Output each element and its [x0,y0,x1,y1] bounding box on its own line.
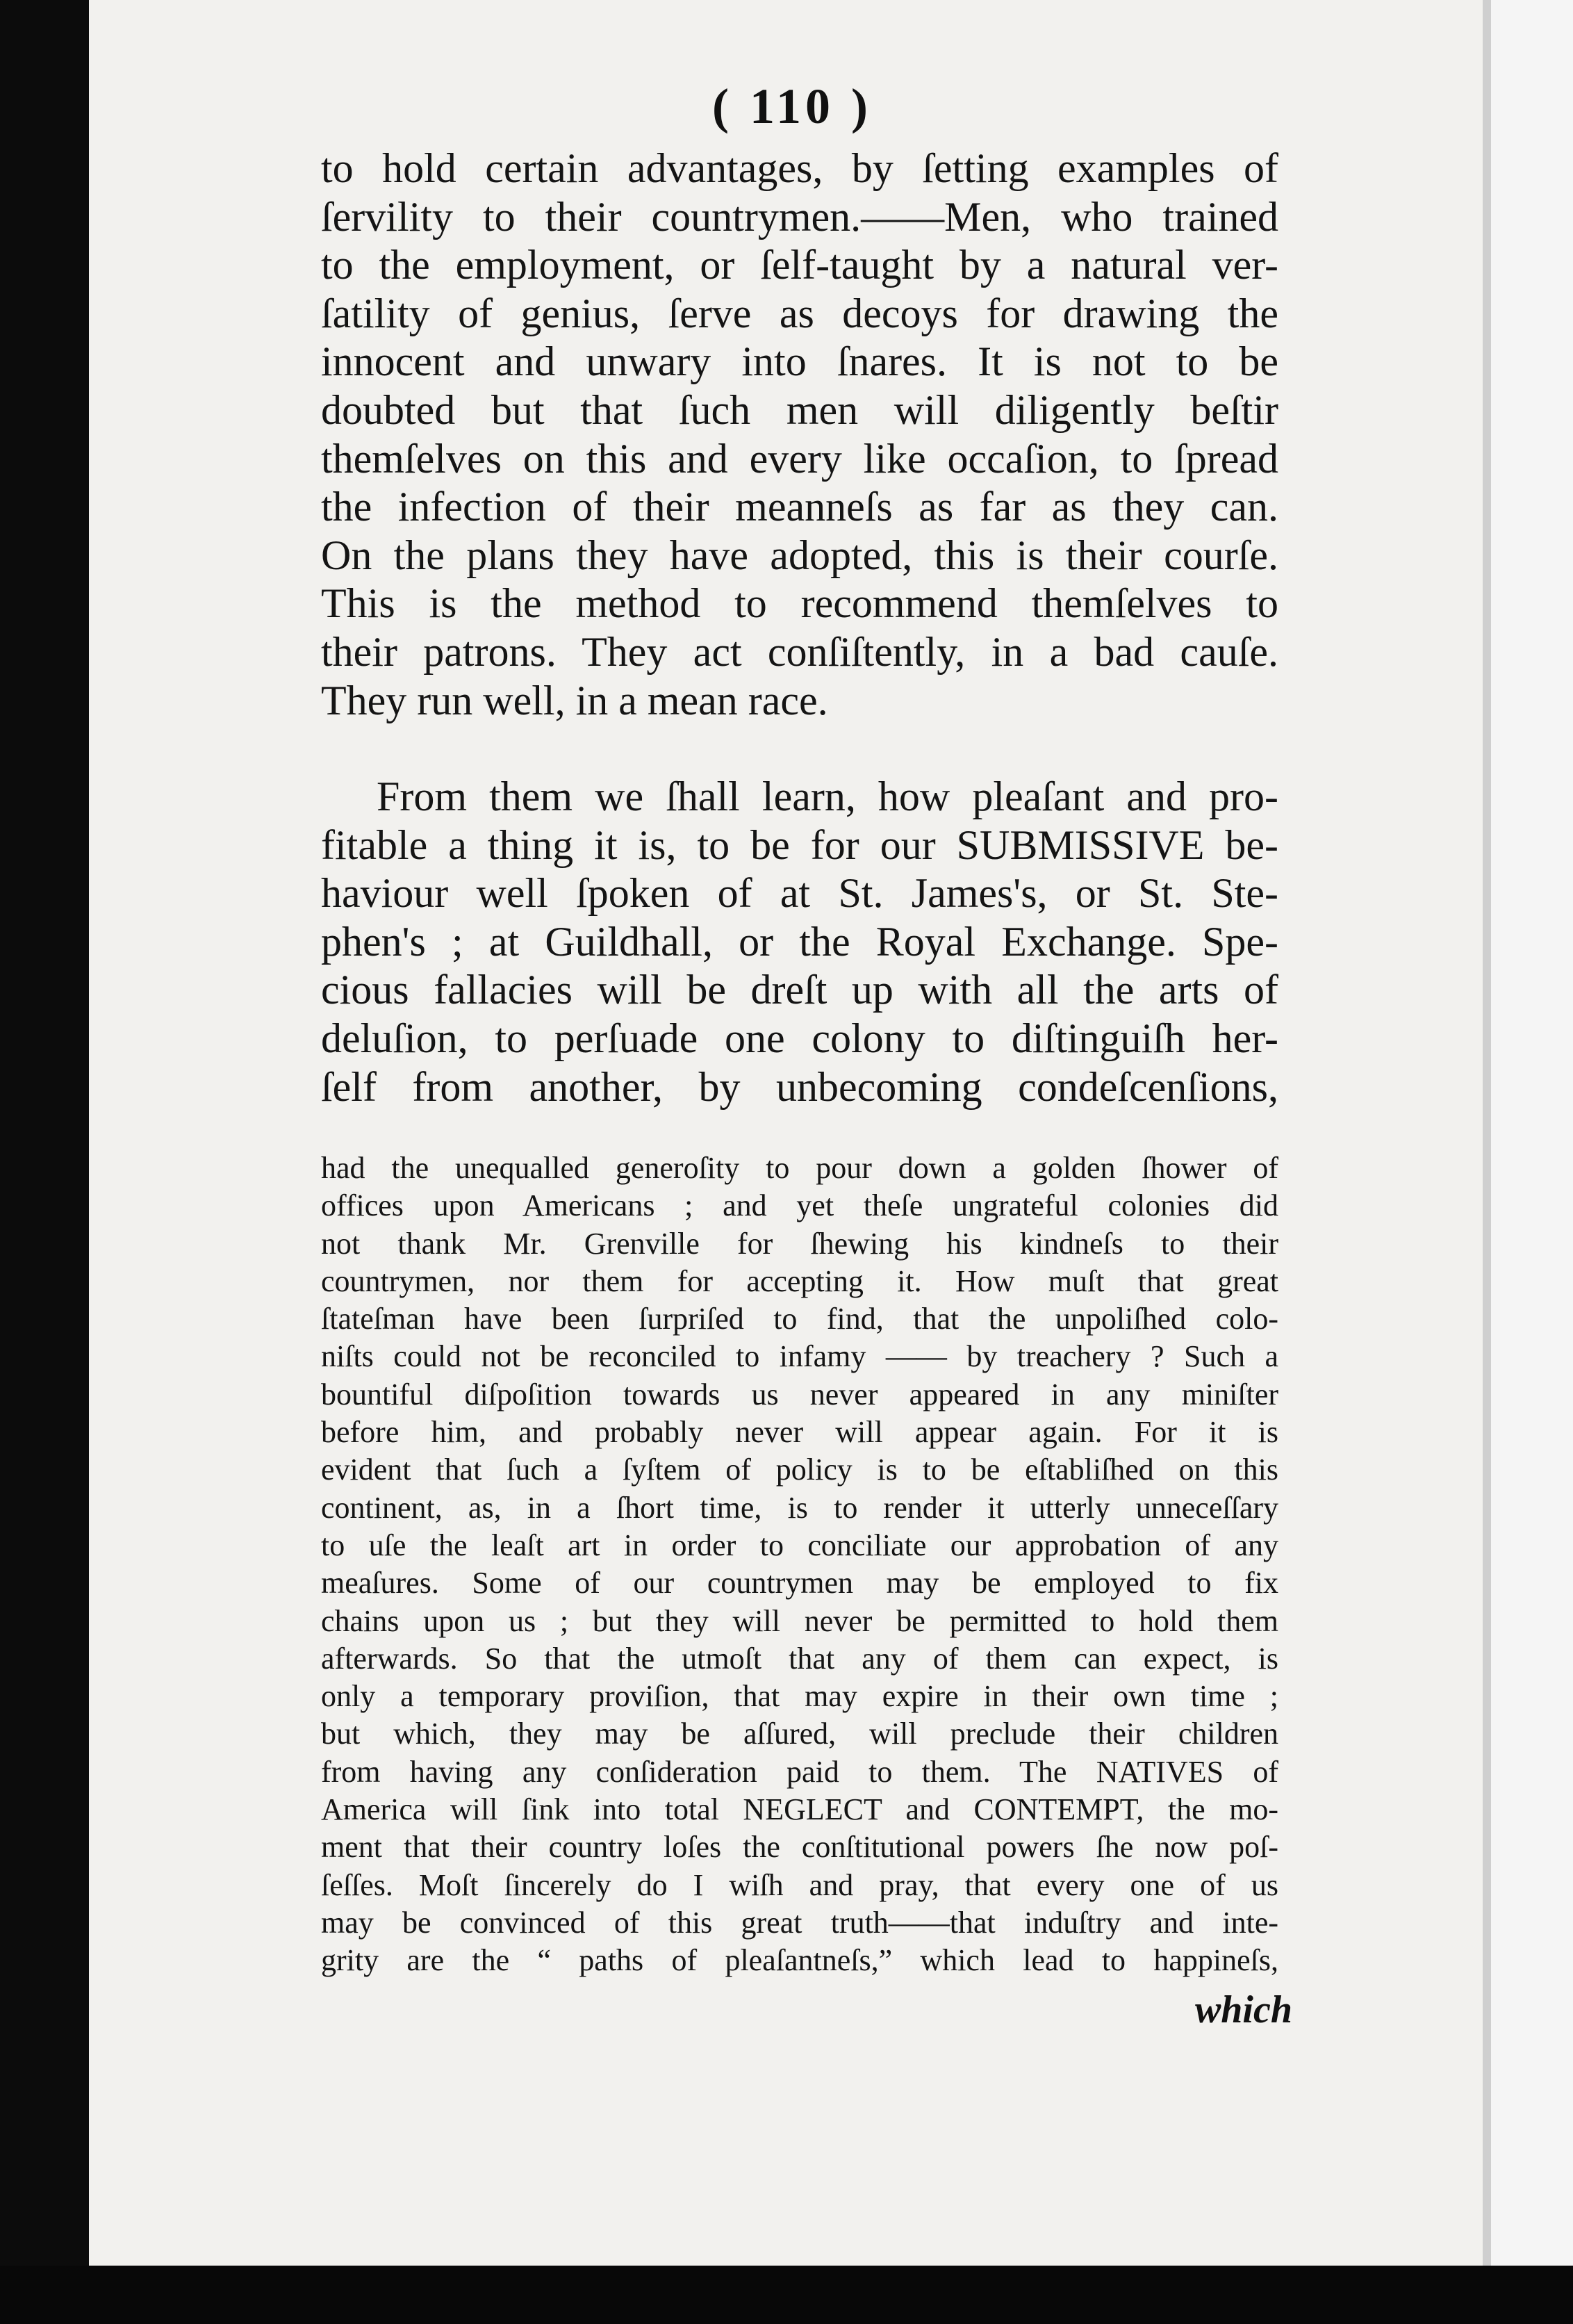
footnote-line: countrymen, nor them for accepting it. How muſt that great [321,1263,1278,1298]
footnote-line: from having any conſideration paid to them. The NATIVES of [321,1754,1278,1789]
footnote-line: only a temporary proviſion, that may expire in their own time ; [321,1679,1278,1714]
text-line: to hold certain advantages, by ſetting examples of [321,145,1278,191]
text-line: the infection of their meanneſs as far as they can. [321,484,1278,530]
footnote-line: bountiful diſpoſition towards us never appeared in any miniſter [321,1377,1278,1411]
footnote-line: grity are the “ paths of pleaſantneſs,” which lead to happineſs, [321,1943,1278,1978]
footnote-line: to uſe the leaſt art in order to conciliate our approbation of any [321,1528,1278,1562]
text-line: haviour well ſpoken of at St. James's, or St. Ste- [321,870,1278,917]
page-edge [1483,0,1491,2266]
text-line: This is the method to recommend themſelves to [321,580,1278,627]
text-line: fitable a thing it is, to be for our SUBMISSIVE be- [321,821,1278,868]
footnote-line: before him, and probably never will appear again. For it is [321,1415,1278,1450]
text-line: On the plans they have adopted, this is their courſe. [321,532,1278,578]
footnote-line: may be convinced of this great truth——that induſtry and inte- [321,1905,1278,1940]
footnote-line: ſtateſman have been ſurpriſed to find, that the unpoliſhed colo- [321,1302,1278,1336]
text-line: ſelf from another, by unbecoming condeſcenſions, [321,1063,1278,1110]
footnote-line: ment that their country loſes the conſtitutional powers ſhe now poſ- [321,1830,1278,1865]
footnote [321,1149,1278,1980]
footnote-line: not thank Mr. Grenville for ſhewing his kindneſs to their [321,1226,1278,1261]
body-paragraph-2 [321,773,1278,1111]
body-paragraph-1 [321,145,1278,725]
footnote-line: continent, as, in a ſhort time, is to render it utterly unneceſſary [321,1490,1278,1525]
text-line: to the employment, or ſelf-taught by a natural ver- [321,242,1278,288]
footnote-line: but which, they may be aſſured, will preclude their children [321,1717,1278,1751]
text-line: doubted but that ſuch men will diligently beſtir [321,386,1278,433]
footnote-line: meaſures. Some of our countrymen may be employed to fix [321,1566,1278,1601]
catchword: which [1194,1988,1292,2031]
text-line: innocent and unwary into ſnares. It is not to be [321,338,1278,385]
facing-page-margin [1491,0,1573,2266]
text-line: From them we ſhall learn, how pleaſant and pro- [377,774,1278,819]
text-line: ſervility to their countrymen.——Men, who trained [321,193,1278,240]
footnote-line: offices upon Americans ; and yet theſe ungrateful colonies did [321,1188,1278,1223]
footnote-line: chains upon us ; but they will never be permitted to hold them [321,1603,1278,1638]
text-line: They run well, in a mean race. [321,677,828,723]
footnote-line: niſts could not be reconciled to infamy —— by treachery ? Such a [321,1339,1278,1374]
text-line: ſatility of genius, ſerve as decoys for drawing the [321,290,1278,336]
footnote-line: evident that ſuch a ſyſtem of policy is to be eſtabliſhed on this [321,1452,1278,1487]
text-line: deluſion, to perſuade one colony to diſtinguiſh her- [321,1015,1278,1061]
footnote-line: America will ſink into total NEGLECT and CONTEMPT, the mo- [321,1792,1278,1827]
page-number: ( 110 ) [712,79,872,134]
text-line: their patrons. They act conſiſtently, in a bad cauſe. [321,628,1278,675]
text-line: phen's ; at Guildhall, or the Royal Exchange. Spe- [321,918,1278,965]
text-line: themſelves on this and every like occaſion, to ſpread [321,435,1278,482]
scan-border [0,2266,1573,2324]
text-line: cious fallacies will be dreſt up with all the arts of [321,967,1278,1013]
footnote-line: afterwards. So that the utmoſt that any of them can expect, is [321,1641,1278,1676]
footnote-line: ſeſſes. Moſt ſincerely do I wiſh and pray, that every one of us [321,1867,1278,1902]
footnote-line: had the unequalled generoſity to pour down a golden ſhower of [321,1151,1278,1185]
